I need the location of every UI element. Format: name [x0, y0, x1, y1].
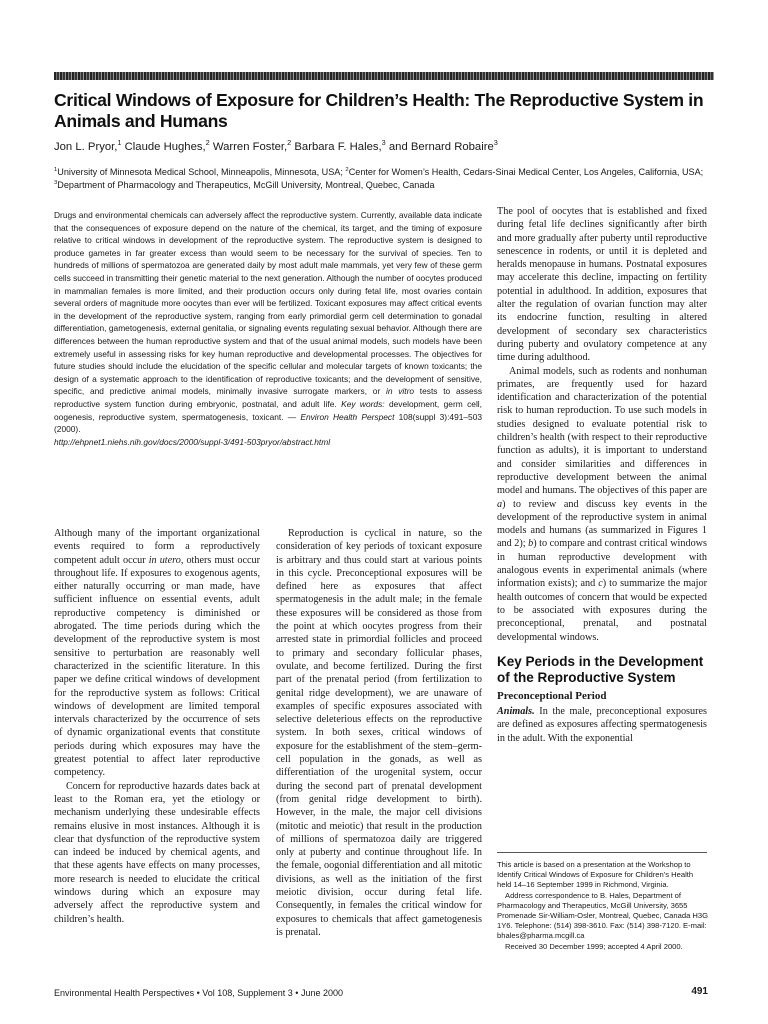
- footnote: [497, 860, 709, 952]
- text: , others must occur throughout life. If exposures to exogenous agents, either naturally occurring or man made, have sufficient influence on essential events, adult reproductive competency is diminished or abrogated. The time periods during which the development of the reproductive system is most sensitive to perturbation are reasonably well characterized in the scientific literature. In this paper we define critical windows of development for the reproductive system as follows: Critical windows of development are limited temporal intervals characterized by the occurrence of sets of dynamic organizational events that constitute periods during which exposures may have the greatest potential to affect later reproductive competency.: [54, 554, 260, 779]
- footnote-text: Address correspondence to B. Hales, Department of Pharmacology and Therapeutics, McGill University, 3655 Promenade Sir-William-Osler, Montreal, Quebec, Canada H3G 1Y6. Telephone: (514) 398-3610. Fax: (514) 398-7120. E-mail: bhales@pharma.mcgill.ca: [497, 890, 709, 941]
- affiliation: University of Minnesota Medical School, Minneapolis, Minnesota, USA;: [57, 167, 346, 177]
- affil-sup: 2: [345, 166, 349, 173]
- affiliation: Center for Women’s Health, Cedars-Sinai Medical Center, Los Angeles, California, USA;: [348, 167, 704, 177]
- body-column-3: [497, 205, 707, 745]
- text: Animal models, such as rodents and nonhuman primates, are frequently used for hazard identification and characterization of the potential risk to human reproduction. To use such models in studies designed to evaluate potential risk to children’s health (with respect to their reproductive function as adults), it is important to understand and consider similarities and differences in reproductive development between the animal model and humans. The objectives of this paper are: [497, 365, 708, 497]
- paragraph: The pool of oocytes that is established and fixed during fetal life declines significantly after birth and more gradually after puberty until reproductive senescence in rodents, or until it is depleted and heralds menopause in humans. Postnatal exposures may accelerate this decline, impacting on fertility potential in adulthood. In addition, exposures that alter the regulation of ovarian function may alter its endocrine function, resulting in altered development of secondary sex characteristics during puberty and ovulatory competence at any time during adulthood.: [497, 206, 707, 364]
- section-heading: Key Periods in the Development of the Reproductive System: [497, 653, 704, 685]
- author-sup: 1: [117, 138, 122, 148]
- author-sup: 3: [381, 138, 386, 148]
- runin-heading: Animals.: [497, 706, 535, 718]
- page-number: 491: [691, 986, 708, 997]
- author: and Bernard Robaire: [385, 141, 494, 153]
- list-marker: c: [598, 578, 603, 590]
- abstract-url[interactable]: http://ehpnet1.niehs.nih.gov/docs/2000/suppl-3/491-503pryor/abstract.html: [54, 436, 331, 447]
- footnote-rule: [497, 852, 707, 853]
- affil-sup: 3: [54, 179, 58, 186]
- text: ) to summarize the major health outcomes of concern that would be expected to be associated with exposures during the preconceptional, prenatal, and postnatal developmental windows.: [497, 578, 707, 643]
- paragraph: Concern for reproductive hazards dates back at least to the Roman era, yet the etiology or mechanism underlying these undesirable effects remains elusive in most instances. Although it is clear that dysfunction of the reproductive system can indeed be induced by chemical agents, and that these agents have effects on many processes, more research is needed to elucidate the critical windows during which an exposure may adversely affect the reproductive system and children’s health.: [54, 780, 260, 925]
- author: Jon L. Pryor,: [54, 141, 118, 153]
- text: Although many of the important organizational events required to form a reproductively competent adult occur: [54, 528, 260, 566]
- paragraph: [54, 527, 260, 780]
- emphasis: in utero: [148, 554, 181, 566]
- author-sup: 3: [493, 138, 498, 148]
- keywords: development, germ cell, oogenesis, reproductive system, spermatogenesis, toxicant. —: [54, 398, 482, 422]
- footnote-text: Received 30 December 1999; accepted 4 April 2000.: [505, 941, 683, 951]
- article-title: Critical Windows of Exposure for Children’s Health: The Reproductive System in Animals and Humans: [54, 90, 704, 131]
- paragraph: [497, 705, 707, 745]
- author: Claude Hughes,: [121, 141, 206, 153]
- body-column-2: [276, 527, 482, 939]
- author: Barbara F. Hales,: [291, 141, 382, 153]
- list-marker: a: [497, 498, 503, 510]
- affiliation: Department of Pharmacology and Therapeutics, McGill University, Montreal, Quebec, Canada: [57, 180, 435, 190]
- abstract-text: tests to assess reproductive system function during embryonic, postnatal, and adult life.: [54, 386, 483, 409]
- abstract-invitro: in vitro: [385, 386, 415, 397]
- header-rule: [54, 72, 714, 80]
- list-marker: b: [528, 538, 534, 550]
- affil-sup: 1: [54, 166, 58, 173]
- running-footer: Environmental Health Perspectives • Vol 108, Supplement 3 • June 2000: [54, 988, 343, 998]
- text: ) to compare and contrast critical windows in human reproductive development with analogous events in experimental animals (where information exists); and: [497, 538, 707, 590]
- abstract: [54, 209, 482, 448]
- body-column-1: [54, 527, 260, 926]
- journal-name: Environ Health Perspect: [300, 411, 395, 422]
- subsection-heading: Preconceptional Period: [497, 689, 607, 702]
- author-sup: 2: [287, 138, 292, 148]
- citation: 108(suppl 3):491–503 (2000).: [54, 411, 483, 435]
- author-list: [54, 140, 714, 154]
- text: In the male, preconceptional exposures are defined as exposures affecting spermatogenesis in the adult. With the exponential: [497, 706, 707, 744]
- author-sup: 2: [205, 138, 210, 148]
- text: ) to review and discuss key events in the development of the reproductive system in animal models and humans (as summarized in Figures 1 and 2);: [497, 498, 707, 550]
- abstract-text: Drugs and environmental chemicals can adversely affect the reproductive system. Currently, available data indicate that the consequences of exposure depend on the nature of the chemical, its target, and the timing of exposure relative to critical windows in development of the reproductive system. The reproductive system is designed to produce gametes in far greater excess than would seem to be necessary for the survival of species. Ten to hundreds of millions of spermatozoa are generated daily by most adult male mammals, yet very few of these germ cells succeed in transmitting their genetic material to the next generation. Although the number of oocytes produced in mammalian females is more limited, and their production occurs only during fetal life, most ovaries contain several orders of magnitude more oocytes than ever will be fertilized. Toxicant exposures may affect critical events in the development of the reproductive system, ranging from early primordial germ cell determination to gonadal differentiation, gametogenesis, external genitalia, or signaling events regulating sexual behavior. Although there are differences between the human reproductive system and that of the usual animal models, such models have been extremely useful in assessing risks for key human reproductive and developmental processes. The objectives for future studies should include the elucidation of the specific cellular and molecular targets of known toxicants; the design of a systematic approach to the identification of reproductive toxicants; and the development of sensitive, specific, and predictive animal models, minimally invasive surrogate markers, or: [54, 210, 482, 397]
- author: Warren Foster,: [209, 141, 288, 153]
- keywords-label: Key words:: [341, 398, 385, 409]
- affiliations: [54, 166, 714, 192]
- paragraph: Reproduction is cyclical in nature, so the consideration of key periods of toxicant exposure is arbitrary and thus could start at various points in this cycle. Preconceptional exposures will be defined here as exposures that affect spermatogenesis in the adult male; in the female these exposures will be considered as those from the point at which oocytes progress from their arrested state in primordial follicles and proceed to primary and secondary follicular phases, ovulate, and become fertilized. During the first part of the prenatal period (from fertilization to genital ridge development), we are unaware of examples of specific exposures associated with selective deleterious effects on the reproductive system. In both sexes, critical windows of exposure for the establishment of the stem–germ-cell population in the gonads, as well as differentiation of the urogenital system, occur during the second part of prenatal development (from genital ridge development to birth). However, in the male, the major cell divisions (mitotic and meiotic) that result in the production of millions of spermatozoa daily are triggered only at puberty and continue throughout life. In the female, oogonial differentiation and all mitotic divisions, as well as the initiation of the first meiotic division, occur during fetal life. Consequently, in females the critical window for exposures to chemicals that affect gametogenesis is prenatal.: [276, 528, 482, 938]
- paragraph: [497, 365, 707, 644]
- footnote-text: This article is based on a presentation at the Workshop to Identify Critical Windows of Exposure for Children’s Health held 14–16 September 1999 in Richmond, Virginia.: [497, 860, 694, 890]
